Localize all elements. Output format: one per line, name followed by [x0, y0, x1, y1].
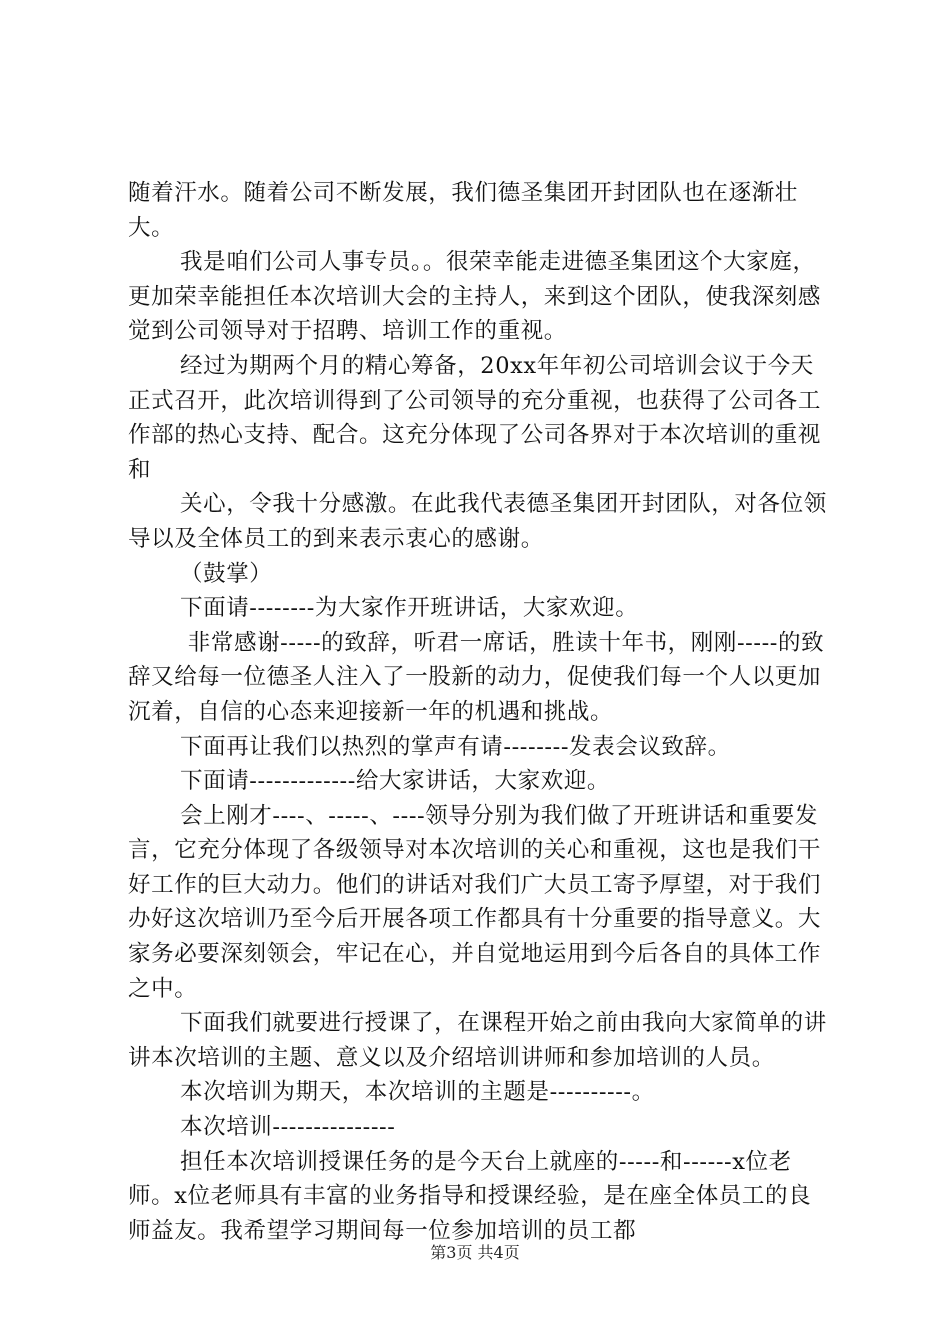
paragraph-12: 本次培训为期天，本次培训的主题是----------。	[180, 1079, 655, 1106]
paragraph-9: 下面请-------------给大家讲话，大家欢迎。	[180, 768, 611, 795]
paragraph-8: 下面再让我们以热烈的掌声有请--------发表会议致辞。	[180, 733, 731, 760]
paragraph-2: 我是咱们公司人事专员。。很荣幸能走进德圣集团这个大家庭，更加荣幸能担任本次培训大会的主持人，来到这个团队，使我深刻感觉到公司领导对于招聘、培训工作的重视。	[128, 249, 822, 345]
paragraph-10: 会上刚才----、-----、----领导分别为我们做了开班讲话和重要发言，它充分体现了各级领导对本次培训的关心和重视，这也是我们干好工作的巨大动力。他们的讲话对我们广大员工寄予厚望，对于我们办好这次培训乃至今后开展各项工作都具有十分重要的指导意义。大家务必要深刻领会，牢记在心，并自觉地运用到今后各自的具体工作之中。	[128, 802, 822, 1002]
paragraph-14: 担任本次培训授课任务的是今天台上就座的-----和------x位老师。x位老师具有丰富的业务指导和授课经验，是在座全体员工的良师益友。我希望学习期间每一位参加培训的员工都	[128, 1148, 812, 1244]
paragraph-7: 非常感谢-----的致辞，听君一席话，胜读十年书，刚刚-----的致辞又给每一位德圣人注入了一股新的动力，促使我们每一个人以更加沉着，自信的心态来迎接新一年的机遇和挑战。	[128, 629, 825, 725]
paragraph-6: 下面请--------为大家作开班讲话，大家欢迎。	[180, 595, 639, 622]
paragraph-1: 随着汗水。随着公司不断发展，我们德圣集团开封团队也在逐渐壮大。	[128, 180, 798, 241]
page-footer: 第3页 共4页	[430, 1243, 520, 1262]
paragraph-4: 关心，令我十分感激。在此我代表德圣集团开封团队，对各位领导以及全体员工的到来表示衷心的感谢。	[128, 491, 827, 552]
paragraph-11: 下面我们就要进行授课了，在课程开始之前由我向大家简单的讲讲本次培训的主题、意义以及介绍培训讲师和参加培训的人员。	[128, 1010, 827, 1071]
paragraph-5: （鼓掌）	[180, 560, 273, 587]
paragraph-13: 本次培训---------------	[180, 1114, 396, 1141]
document-body	[128, 176, 828, 1248]
paragraph-3: 经过为期两个月的精心筹备，20xx年年初公司培训会议于今天正式召开，此次培训得到了公司领导的充分重视，也获得了公司各工作部的热心支持、配合。这充分体现了公司各界对于本次培训的重视和	[128, 352, 822, 483]
